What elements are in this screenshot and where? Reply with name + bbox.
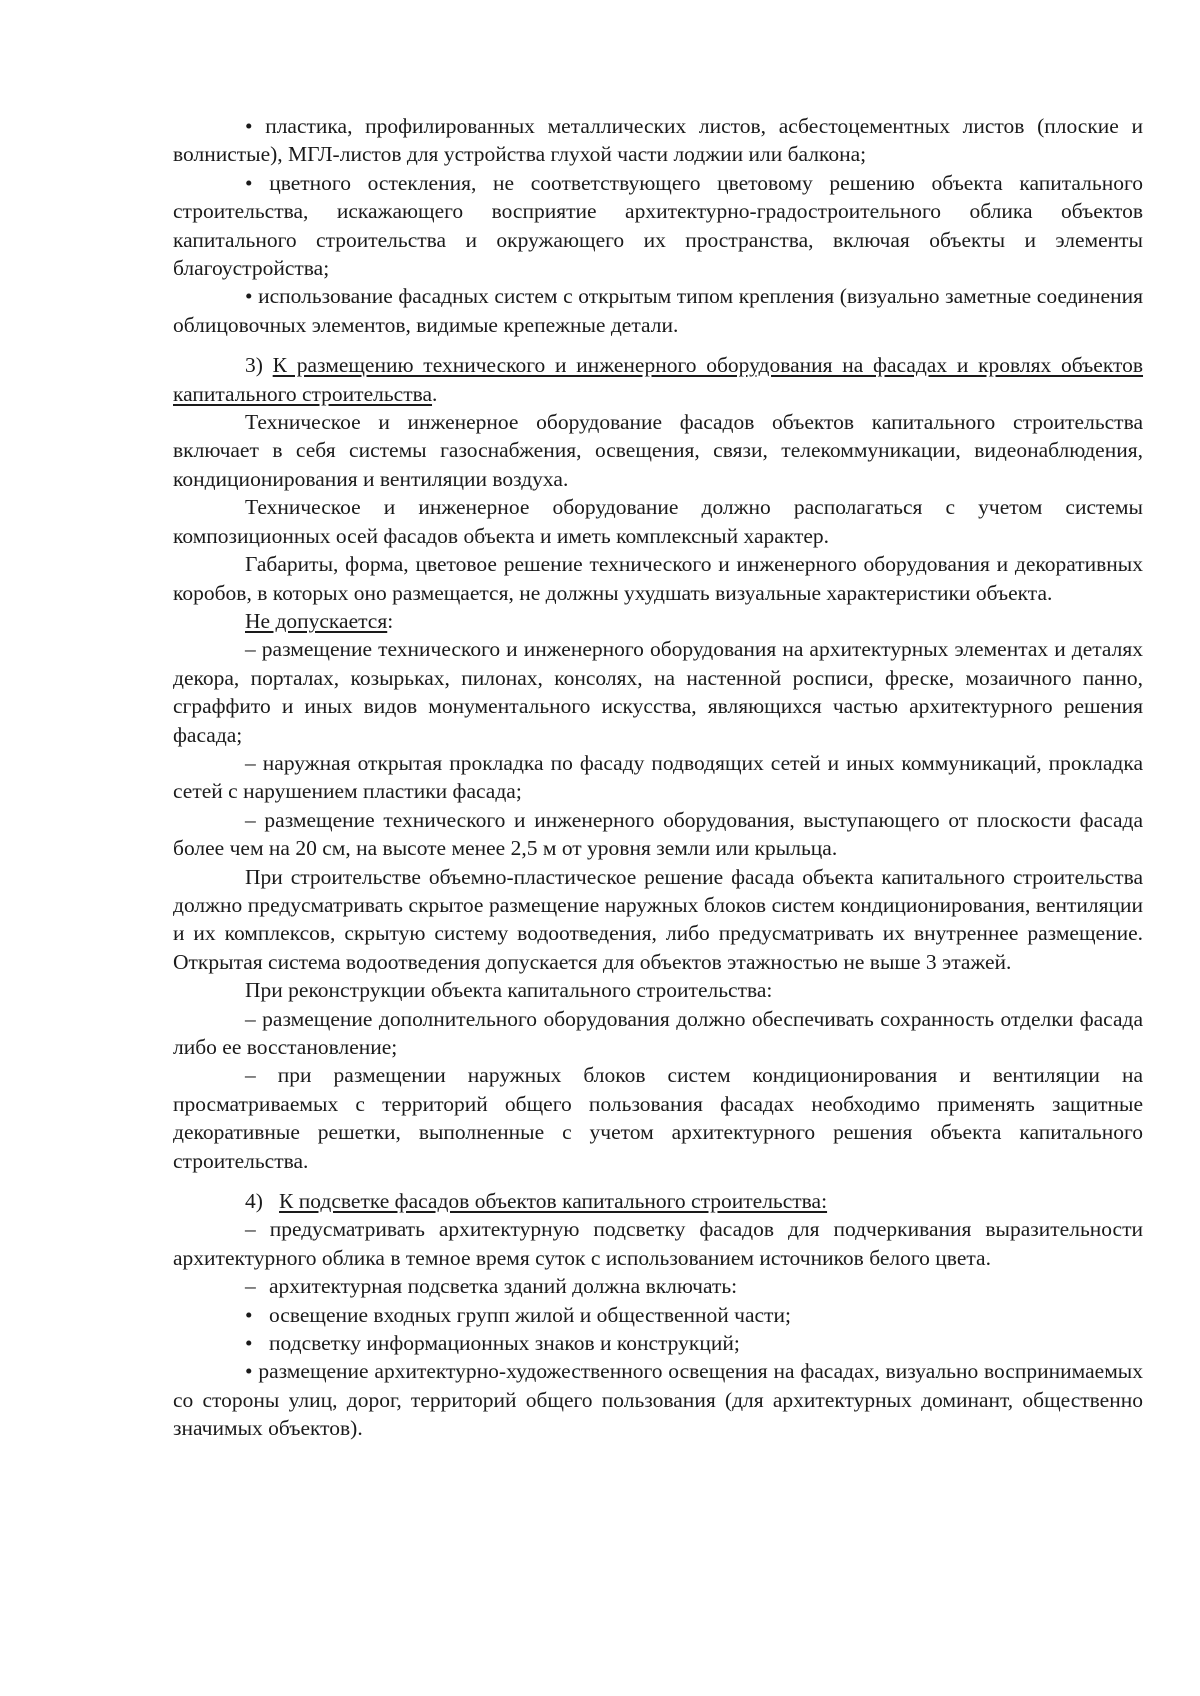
paragraph-colored-glazing: • цветного остекления, не соответствующего цветовому решению объекта капитального строительства, искажающего восприятие архитектурно-градостроительного облика объектов капитального строительства и окружающего их пространства, включая объекты и элементы благоустройства; [173,170,1143,281]
paragraph-reconstruction-finish: – размещение дополнительного оборудования должно обеспечивать сохранность отделки фасада либо ее восстановление; [173,1006,1143,1059]
paragraph-plastic-sheets: • пластика, профилированных металлических листов, асбестоцементных листов (плоские и волнистые), МГЛ-листов для устройства глухой части лоджии или балкона; [173,114,1143,167]
section-3-trail: . [432,381,438,406]
list-item-sign-lighting [173,1329,1143,1357]
section-4-number: 4) [245,1189,263,1214]
bullet-marker: • [245,1302,253,1327]
paragraph-artistic-lighting: • размещение архитектурно-художественного освещения на фасадах, визуально воспринимаемых со стороны улиц, дорог, территорий общего пользования (для архитектурных доминант, общественно значимых объектов). [173,1359,1143,1441]
paragraph-reconstruction-grilles: – при размещении наружных блоков систем кондиционирования и вентиляции на просматриваемых с территорий общего пользования фасадах необходимо применять защитные декоративные решетки, выполненные с учетом архитектурного решения объекта капитального строительства. [173,1063,1143,1173]
document-page [173,112,1143,1443]
paragraph-equipment-dimensions: Габариты, форма, цветовое решение технического и инженерного оборудования и декоративных коробов, в которых оно размещается, не должны ухудшать визуальные характеристики объекта. [173,552,1143,605]
paragraph-facade-systems: • использование фасадных систем с открытым типом крепления (визуально заметные соединения облицовочных элементов, видимые крепежные детали. [173,284,1143,337]
section-3-heading [173,351,1143,408]
not-allowed-label: Не допускается [245,608,388,633]
not-allowed-colon: : [387,608,394,633]
paragraph-reconstruction-intro: При реконструкции объекта капитального строительства: [245,978,773,1003]
paragraph-lighting-white: – предусматривать архитектурную подсветку фасадов для подчеркивания выразительности архитектурного облика в темное время суток с использованием источников белого цвета. [173,1217,1143,1270]
list-item-entrance-lighting [173,1301,1143,1329]
not-allowed-heading [173,607,1143,635]
list-item-text: архитектурная подсветка зданий должна включать: [269,1274,738,1299]
paragraph-equipment-definition: Техническое и инженерное оборудование фасадов объектов капитального строительства включает в себя системы газоснабжения, освещения, связи, телекоммуникации, видеонаблюдения, кондиционирования и вентиляции воздуха. [173,410,1143,491]
list-item-lighting-intro [173,1272,1143,1300]
section-4-title: К подсветке фасадов объектов капитального строительства: [279,1189,828,1214]
paragraph-decor-placement: – размещение технического и инженерного оборудования на архитектурных элементах и деталях декора, порталах, козырьках, пилонах, консолях, на настенной росписи, фреске, мозаичного панно, сграффито и иных видов монументального искусства, являющихся частью архитектурного решения фасада; [173,637,1143,747]
bullet-marker: • [245,1331,253,1356]
section-3-title: К размещению технического и инженерного оборудования на фасадах и кровлях объектов капитального строительства [173,353,1144,406]
paragraph-equipment-axes: Техническое и инженерное оборудование должно располагаться с учетом системы композиционных осей фасадов объекта и иметь комплексный характер. [173,495,1143,548]
paragraph-protruding-equipment: – размещение технического и инженерного оборудования, выступающего от плоскости фасада более чем на 20 см, на высоте менее 2,5 м от уровня земли или крыльца. [173,807,1143,861]
list-item-text: освещение входных групп жилой и общественной части; [269,1302,791,1327]
paragraph-open-wiring: – наружная открытая прокладка по фасаду подводящих сетей и иных коммуникаций, прокладка сетей с нарушением пластики фасада; [173,750,1143,804]
list-item-text: подсветку информационных знаков и конструкций; [269,1331,740,1356]
dash-marker: – [245,1274,256,1299]
section-4-heading [173,1187,1143,1215]
paragraph-construction-requirements: При строительстве объемно-пластическое решение фасада объекта капитального строительства должно предусматривать скрытое размещение наружных блоков систем кондиционирования, вентиляции и их комплексов, скрытую систему водоотведения, либо предусматривать их внутреннее размещение. Открытая система водоотведения допускается для объектов этажностью не выше 3 этажей. [173,864,1143,974]
section-3-number: 3) [245,353,263,378]
